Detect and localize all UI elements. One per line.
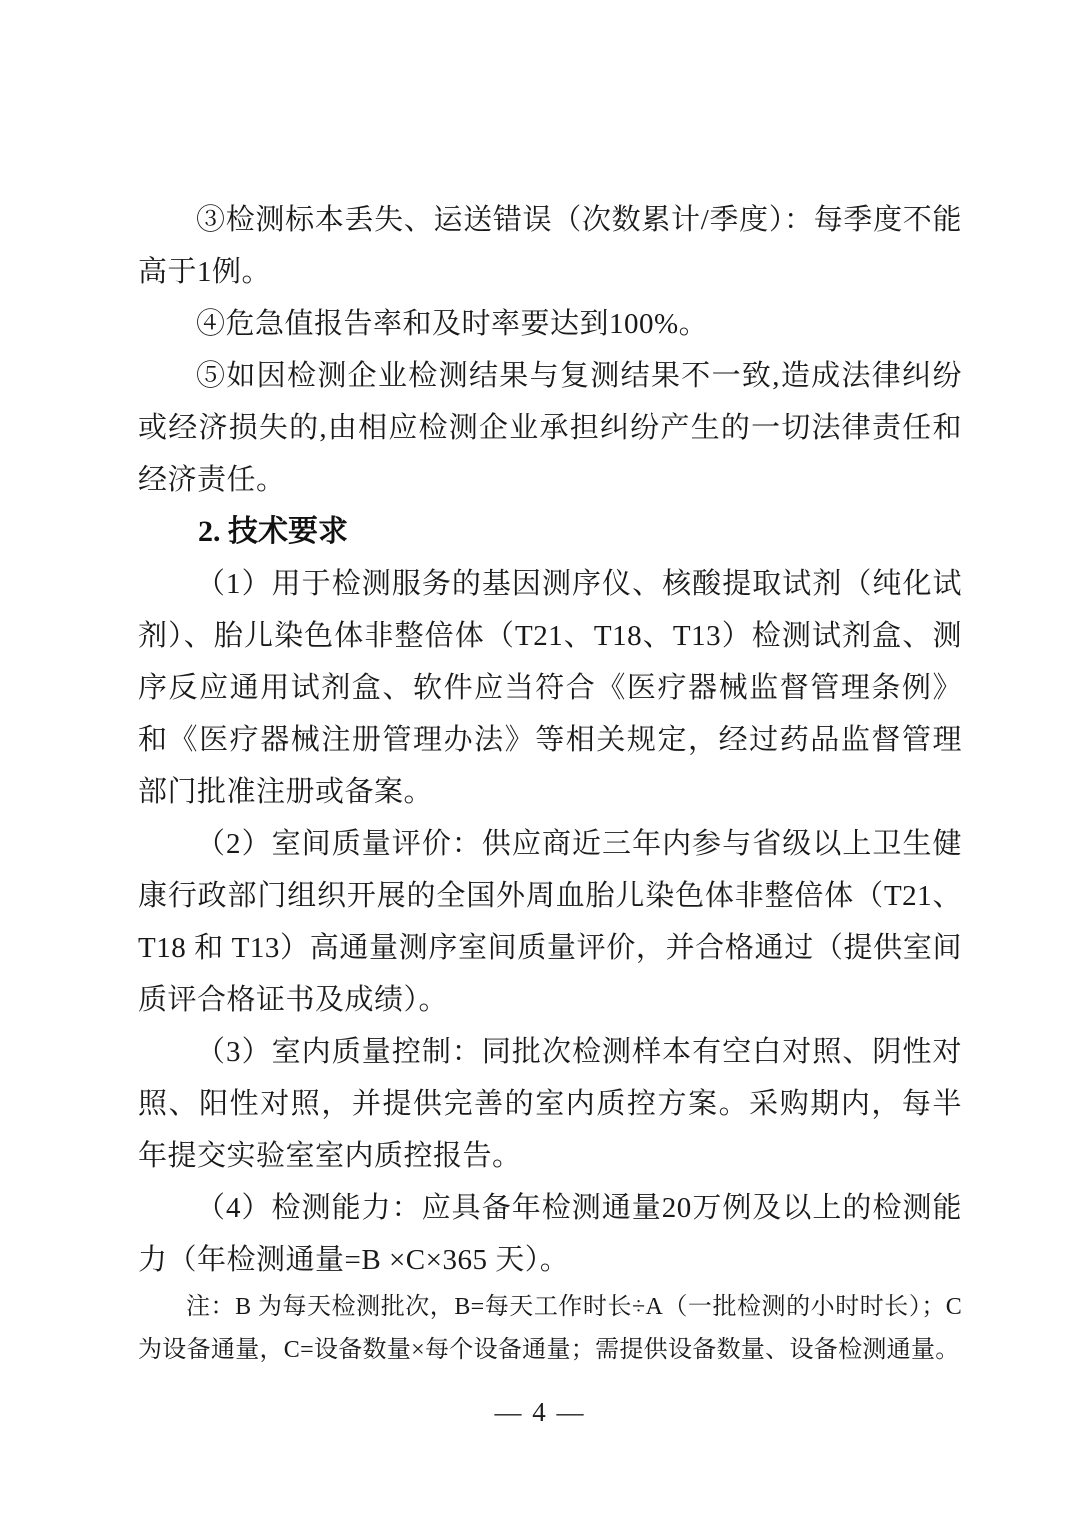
paragraph-circled-3-specimen-loss: ③检测标本丢失、运送错误（次数累计/季度）：每季度不能高于1例。 bbox=[138, 204, 962, 288]
paragraph-2-external-quality-assessment: （2）室间质量评价：供应商近三年内参与省级以上卫生健康行政部门组织开展的全国外周血胎儿染色体非整倍体（T21、T18 和 T13）高通量测序室间质量评价，并合格通过（提供室间质评合格证书及成绩）。 bbox=[138, 828, 962, 1016]
footnote-capacity-formula: 注：B 为每天检测批次，B=每天工作时长÷A（一批检测的小时时长）；C 为设备通量，C=设备数量×每个设备通量；需提供设备数量、设备检测通量。 bbox=[138, 1294, 962, 1363]
paragraph-4-testing-capacity: （4）检测能力：应具备年检测通量20万例及以上的检测能力（年检测通量=B ×C×365 天）。 bbox=[138, 1192, 962, 1276]
document-body bbox=[138, 194, 962, 1372]
page-number: — 4 — bbox=[494, 1397, 586, 1427]
paragraph-circled-5-legal-liability: ⑤如因检测企业检测结果与复测结果不一致,造成法律纠纷或经济损失的,由相应检测企业承担纠纷产生的一切法律责任和经济责任。 bbox=[138, 360, 962, 496]
section-heading-technical-requirements: 2. 技术要求 bbox=[198, 515, 348, 548]
paragraph-3-internal-quality-control: （3）室内质量控制：同批次检测样本有空白对照、阴性对照、阳性对照，并提供完善的室内质控方案。采购期内，每半年提交实验室室内质控报告。 bbox=[138, 1036, 962, 1172]
paragraph-1-equipment-reagent-compliance: （1）用于检测服务的基因测序仪、核酸提取试剂（纯化试剂）、胎儿染色体非整倍体（T21、T18、T13）检测试剂盒、测序反应通用试剂盒、软件应当符合《医疗器械监督管理条例》和《医疗器械注册管理办法》等相关规定，经过药品监督管理部门批准注册或备案。 bbox=[138, 568, 962, 808]
paragraph-circled-4-critical-value-report: ④危急值报告率和及时率要达到100%。 bbox=[196, 308, 709, 340]
